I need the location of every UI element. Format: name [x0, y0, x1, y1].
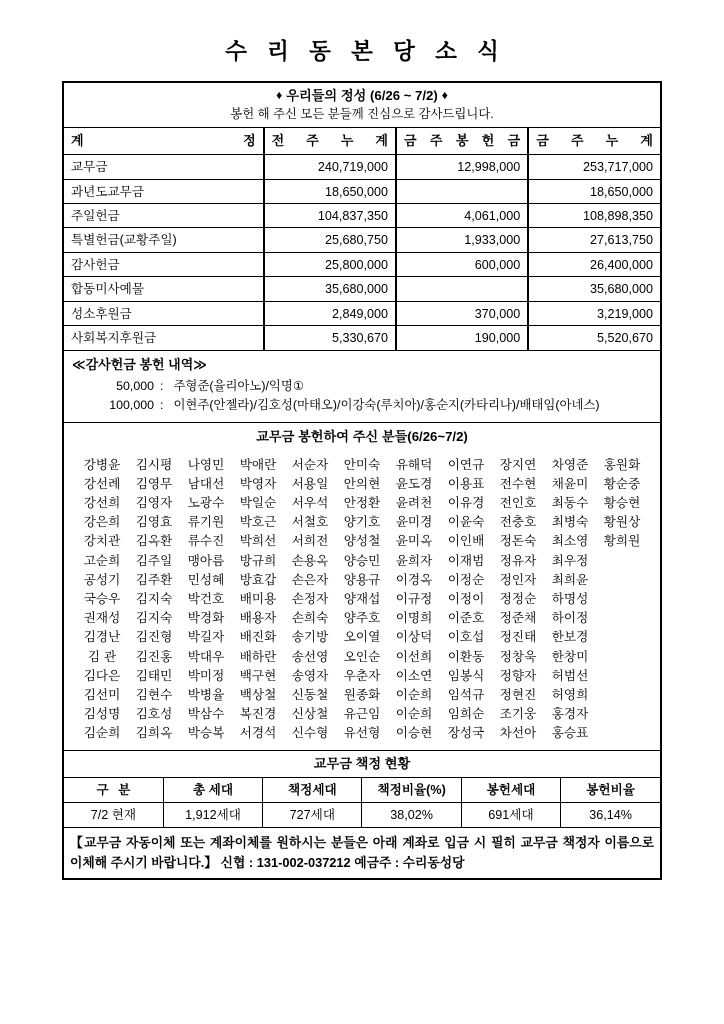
- finance-row-prev: 5,330,670: [264, 326, 396, 350]
- assessment-header-row: [64, 778, 660, 803]
- donor-name: [596, 706, 648, 723]
- finance-col-prev-total: 전 주 누 계: [264, 128, 396, 154]
- finance-col-week-total: 금 주 누 계: [528, 128, 660, 154]
- donor-name: 맹아름: [187, 553, 225, 568]
- donor-name: 박희선: [239, 534, 277, 549]
- finance-row-prev: 240,719,000: [264, 155, 396, 179]
- donor-name: 홍경자: [551, 707, 589, 722]
- thanks-offering-amount: 50,000: [116, 378, 154, 393]
- donor-name: 윤미옥: [395, 534, 433, 549]
- thanks-offering-heading: ≪감사헌금 봉헌 내역≫: [72, 356, 207, 372]
- finance-row-week: [396, 277, 528, 301]
- donor-name: 정창욱: [499, 649, 537, 664]
- donors-heading: 교무금 봉헌하여 주신 분들(6/26~7/2): [256, 429, 468, 445]
- bank-transfer-notice: 【교무금 자동이체 또는 계좌이체를 원하시는 분들은 아래 계좌로 입금 시 필히 교무금 책정자 이름으로 이체해 주시기 바랍니다.】 신협 : 131-002-037212 예금주 : 수리동성당: [70, 834, 654, 870]
- finance-row-prev: 25,680,750: [264, 228, 396, 252]
- donor-name: 김주일: [135, 553, 173, 568]
- donor-name: 배미용: [239, 592, 277, 607]
- donor-name: 김순희: [83, 726, 121, 741]
- donor-name: 양재섭: [343, 592, 381, 607]
- donor-name: 유해덕: [395, 457, 433, 472]
- donor-name: 민성혜: [187, 572, 225, 587]
- donor-name: 송선영: [291, 649, 329, 664]
- finance-row-label: 합동미사예물: [64, 277, 264, 301]
- donor-name: 서용일: [291, 476, 329, 491]
- donor-name: 정정순: [499, 592, 537, 607]
- donor-name: 김진형: [135, 630, 173, 645]
- donor-name: 한보경: [551, 630, 589, 645]
- donor-name: 박승복: [187, 726, 225, 741]
- donor-name: 이규정: [395, 592, 433, 607]
- donor-name: 윤려천: [395, 496, 433, 511]
- assessment-col-assessed-rate: 책정비율(%): [362, 778, 461, 803]
- donor-name: 김시평: [135, 457, 173, 472]
- donor-name: 양성철: [343, 534, 381, 549]
- finance-row-total: 27,613,750: [528, 228, 660, 252]
- finance-row-total: 35,680,000: [528, 277, 660, 301]
- finance-row-week: 12,998,000: [396, 155, 528, 179]
- donor-name: 서철호: [291, 515, 329, 530]
- donor-name: 공성기: [83, 572, 121, 587]
- table-row: [64, 228, 660, 252]
- donor-name: 김영무: [135, 476, 173, 491]
- donor-name: 서희전: [291, 534, 329, 549]
- donor-name: 홍승표: [551, 726, 589, 741]
- donor-name: 정진태: [499, 630, 537, 645]
- finance-row-label: 과년도교무금: [64, 179, 264, 203]
- finance-row-label: 감사헌금: [64, 252, 264, 276]
- donors-grid: [64, 451, 660, 750]
- donor-name: 허영희: [551, 688, 589, 703]
- thanks-offering-section: [64, 351, 660, 423]
- donor-name: 양주호: [343, 611, 381, 626]
- donor-name: 백상철: [239, 688, 277, 703]
- finance-row-week: 4,061,000: [396, 204, 528, 228]
- donor-name: 이재범: [447, 553, 485, 568]
- donor-name: 이윤숙: [447, 515, 485, 530]
- donor-name: 강은희: [83, 515, 121, 530]
- assessment-table: [64, 778, 660, 828]
- finance-row-week: 600,000: [396, 252, 528, 276]
- finance-row-label: 교무금: [64, 155, 264, 179]
- finance-row-label: 사회복지후원금: [64, 326, 264, 350]
- donor-name: 신동철: [291, 688, 329, 703]
- donor-name: 전인호: [499, 496, 537, 511]
- donor-name: 정준채: [499, 611, 537, 626]
- donor-name: 배하란: [239, 649, 277, 664]
- donor-name: [596, 553, 648, 570]
- finance-row-prev: 35,680,000: [264, 277, 396, 301]
- bulletin-frame: [62, 81, 662, 881]
- diamond-right-icon: ♦: [441, 87, 448, 102]
- finance-row-week: 190,000: [396, 326, 528, 350]
- donor-name: 황희원: [603, 534, 641, 549]
- table-row: [64, 179, 660, 203]
- finance-row-prev: 18,650,000: [264, 179, 396, 203]
- donor-name: 양승민: [343, 553, 381, 568]
- donor-name: 김희옥: [135, 726, 173, 741]
- donor-name: 강병윤: [83, 457, 121, 472]
- donor-name: 신수형: [291, 726, 329, 741]
- donor-name: 전충호: [499, 515, 537, 530]
- thanks-offering-amount: 100,000: [109, 397, 154, 412]
- assessment-col-total-households: 총 세대: [163, 778, 262, 803]
- donor-name: 박건호: [187, 592, 225, 607]
- finance-col-account: 계 정: [64, 128, 264, 154]
- assessment-cell-assessed-households: 727세대: [263, 802, 362, 827]
- donor-name: 김태민: [135, 668, 173, 683]
- donor-name: 채윤미: [551, 476, 589, 491]
- donor-name: 박병율: [187, 688, 225, 703]
- donor-name: 김영자: [135, 496, 173, 511]
- donor-name: 서경석: [239, 726, 277, 741]
- donor-name: 유근임: [343, 707, 381, 722]
- offering-banner-title: [64, 83, 660, 107]
- donor-name: 김경난: [83, 630, 121, 645]
- thanks-offering-colon: :: [160, 378, 164, 393]
- donor-name: [596, 725, 648, 742]
- finance-row-total: 3,219,000: [528, 301, 660, 325]
- donor-name: 김진홍: [135, 649, 173, 664]
- donor-name: 이경옥: [395, 572, 433, 587]
- finance-row-prev: 25,800,000: [264, 252, 396, 276]
- donor-name: 강치관: [83, 534, 121, 549]
- finance-table-body: [64, 155, 660, 351]
- donor-name: 이정이: [447, 592, 485, 607]
- donor-name: 정현진: [499, 688, 537, 703]
- donor-name: 전수현: [499, 476, 537, 491]
- assessment-cell-category: 7/2 현재: [64, 802, 163, 827]
- assessment-cell-total-households: 1,912세대: [163, 802, 262, 827]
- donor-name: 류수진: [187, 534, 225, 549]
- donor-name: 안미숙: [343, 457, 381, 472]
- donor-name: 김다은: [83, 668, 121, 683]
- donor-name: 복진경: [239, 707, 277, 722]
- donor-name: 손용옥: [291, 553, 329, 568]
- thanks-offering-names: 주형준(율리아노)/익명①: [173, 378, 304, 393]
- finance-row-total: 26,400,000: [528, 252, 660, 276]
- donor-name: [596, 591, 648, 608]
- finance-table: [64, 128, 660, 351]
- donor-name: 황순중: [603, 476, 641, 491]
- donor-name: 오이열: [343, 630, 381, 645]
- donor-name: 방효갑: [239, 572, 277, 587]
- donor-name: 고순희: [83, 553, 121, 568]
- donor-name: 강선희: [83, 496, 121, 511]
- donor-name: 이순희: [395, 707, 433, 722]
- donor-name: 황승현: [603, 496, 641, 511]
- thanks-offering-colon: :: [160, 397, 164, 412]
- finance-row-prev: 104,837,350: [264, 204, 396, 228]
- donor-name: 임석규: [447, 688, 485, 703]
- finance-row-prev: 2,849,000: [264, 301, 396, 325]
- donor-name: 차선아: [499, 726, 537, 741]
- donor-name: [596, 572, 648, 589]
- donor-name: 최희윤: [551, 572, 589, 587]
- donor-name: [596, 629, 648, 646]
- donor-name: 손은자: [291, 572, 329, 587]
- donor-name: 안의현: [343, 476, 381, 491]
- donor-name: 이순희: [395, 688, 433, 703]
- donor-name: [596, 610, 648, 627]
- donor-name: 김관: [87, 649, 121, 664]
- finance-row-total: 18,650,000: [528, 179, 660, 203]
- finance-row-week: [396, 179, 528, 203]
- donor-name: 윤도경: [395, 476, 433, 491]
- donor-name: 국승우: [83, 592, 121, 607]
- donor-name: 양기호: [343, 515, 381, 530]
- donor-name: 정인자: [499, 572, 537, 587]
- finance-row-total: 108,898,350: [528, 204, 660, 228]
- finance-row-total: 5,520,670: [528, 326, 660, 350]
- table-row: [64, 155, 660, 179]
- donor-name: 김옥환: [135, 534, 173, 549]
- thanks-offering-line: [64, 377, 660, 396]
- donor-name: 김현수: [135, 688, 173, 703]
- donor-name: 이환동: [447, 649, 485, 664]
- page-title: 수 리 동 본 당 소 식: [225, 39, 506, 64]
- donor-name: 신상철: [291, 707, 329, 722]
- offering-banner: [64, 83, 660, 129]
- donor-name: 최병숙: [551, 515, 589, 530]
- finance-table-header-row: [64, 128, 660, 154]
- finance-row-total: 253,717,000: [528, 155, 660, 179]
- donor-name: 배진화: [239, 630, 277, 645]
- donor-name: 조기웅: [499, 707, 537, 722]
- donor-name: 윤희자: [395, 553, 433, 568]
- donor-name: 최동수: [551, 496, 589, 511]
- donor-name: 장성국: [447, 726, 485, 741]
- donor-name: 이호섭: [447, 630, 485, 645]
- donor-name: 김영효: [135, 515, 173, 530]
- donor-name: 양용규: [343, 572, 381, 587]
- donor-name: 차영준: [551, 457, 589, 472]
- donor-name: 이상덕: [395, 630, 433, 645]
- table-row: [64, 326, 660, 350]
- donor-name: 이명희: [395, 611, 433, 626]
- donor-name: [596, 668, 648, 685]
- finance-row-label: 성소후원금: [64, 301, 264, 325]
- donor-name: 박호근: [239, 515, 277, 530]
- finance-row-week: 1,933,000: [396, 228, 528, 252]
- donor-name: 박경화: [187, 611, 225, 626]
- donor-name: 정돈숙: [499, 534, 537, 549]
- donor-name: 배용자: [239, 611, 277, 626]
- diamond-left-icon: ♦: [276, 87, 283, 102]
- assessment-cell-assessed-rate: 38,02%: [362, 802, 461, 827]
- thanks-offering-names: 이현주(안젤라)/김호성(마태오)/이강숙(루치아)/홍순지(카타리나)/배태임(아네스): [173, 397, 600, 412]
- donor-name: 임희순: [447, 707, 485, 722]
- donor-name: [596, 649, 648, 666]
- donor-name: 박애란: [239, 457, 277, 472]
- donor-name: 송기방: [291, 630, 329, 645]
- donor-name: 나영민: [187, 457, 225, 472]
- donor-name: 이유경: [447, 496, 485, 511]
- table-row: [64, 252, 660, 276]
- donor-name: 유선형: [343, 726, 381, 741]
- donor-name: 하명성: [551, 592, 589, 607]
- donor-name: 정유자: [499, 553, 537, 568]
- donor-name: 허범선: [551, 668, 589, 683]
- donor-name: 류기원: [187, 515, 225, 530]
- assessment-col-assessed-households: 책정세대: [263, 778, 362, 803]
- donor-name: 김지숙: [135, 611, 173, 626]
- donor-name: [596, 687, 648, 704]
- donor-name: 김성명: [83, 707, 121, 722]
- donors-section: [64, 423, 660, 751]
- donor-name: 백구현: [239, 668, 277, 683]
- donor-name: 노광수: [187, 496, 225, 511]
- donor-name: 이선희: [395, 649, 433, 664]
- donor-name: 이준호: [447, 611, 485, 626]
- donor-name: 서우석: [291, 496, 329, 511]
- donor-name: 이승현: [395, 726, 433, 741]
- donor-name: 이연규: [447, 457, 485, 472]
- table-row: [64, 301, 660, 325]
- donor-name: 우춘자: [343, 668, 381, 683]
- thanks-offering-line: [64, 396, 660, 415]
- donor-name: 원종화: [343, 688, 381, 703]
- donor-name: 최소영: [551, 534, 589, 549]
- donor-name: 박삼수: [187, 707, 225, 722]
- donor-name: 안정환: [343, 496, 381, 511]
- finance-col-week-offering: 금 주 봉 헌 금: [396, 128, 528, 154]
- donor-name: 정향자: [499, 668, 537, 683]
- donor-name: 김호성: [135, 707, 173, 722]
- assessment-col-offering-rate: 봉헌비율: [561, 778, 660, 803]
- donor-name: 권재성: [83, 611, 121, 626]
- donor-name: 홍원화: [603, 457, 641, 472]
- donor-name: 남대선: [187, 476, 225, 491]
- donor-name: 이용표: [447, 476, 485, 491]
- assessment-cell-offering-rate: 36,14%: [561, 802, 660, 827]
- assessment-col-category: 구 분: [64, 778, 163, 803]
- donor-name: 손정자: [291, 592, 329, 607]
- table-row: [64, 204, 660, 228]
- donor-name: 박길자: [187, 630, 225, 645]
- donor-name: 김지숙: [135, 592, 173, 607]
- donor-name: 방규희: [239, 553, 277, 568]
- donor-name: 이정순: [447, 572, 485, 587]
- assessment-cell-offering-households: 691세대: [461, 802, 560, 827]
- offering-banner-title-text: 우리들의 정성 (6/26 ~ 7/2): [286, 87, 438, 103]
- donor-name: 하이정: [551, 611, 589, 626]
- donor-name: 이소연: [395, 668, 433, 683]
- assessment-col-offering-households: 봉헌세대: [461, 778, 560, 803]
- donor-name: 서순자: [291, 457, 329, 472]
- donor-name: 최우정: [551, 553, 589, 568]
- donor-name: 박미정: [187, 668, 225, 683]
- donor-name: 김선미: [83, 688, 121, 703]
- assessment-section: [64, 751, 660, 878]
- donor-name: 박영자: [239, 476, 277, 491]
- donor-name: 윤미경: [395, 515, 433, 530]
- donor-name: 박일순: [239, 496, 277, 511]
- donor-name: 오인순: [343, 649, 381, 664]
- donor-name: 임봉식: [447, 668, 485, 683]
- donor-name: 송영자: [291, 668, 329, 683]
- finance-row-label: 특별헌금(교황주일): [64, 228, 264, 252]
- donor-name: 장지연: [499, 457, 537, 472]
- finance-row-week: 370,000: [396, 301, 528, 325]
- table-row: [64, 802, 660, 827]
- assessment-title: 교무금 책정 현황: [64, 751, 660, 778]
- donor-name: 이인배: [447, 534, 485, 549]
- offering-banner-subtitle: 봉헌 해 주신 모든 분들께 진심으로 감사드립니다.: [230, 107, 494, 121]
- donor-name: 황원상: [603, 515, 641, 530]
- donor-name: 김주환: [135, 572, 173, 587]
- donor-name: 박대우: [187, 649, 225, 664]
- donor-name: 강선례: [83, 476, 121, 491]
- finance-row-label: 주일헌금: [64, 204, 264, 228]
- table-row: [64, 277, 660, 301]
- donor-name: 손희숙: [291, 611, 329, 626]
- donor-name: 한창미: [551, 649, 589, 664]
